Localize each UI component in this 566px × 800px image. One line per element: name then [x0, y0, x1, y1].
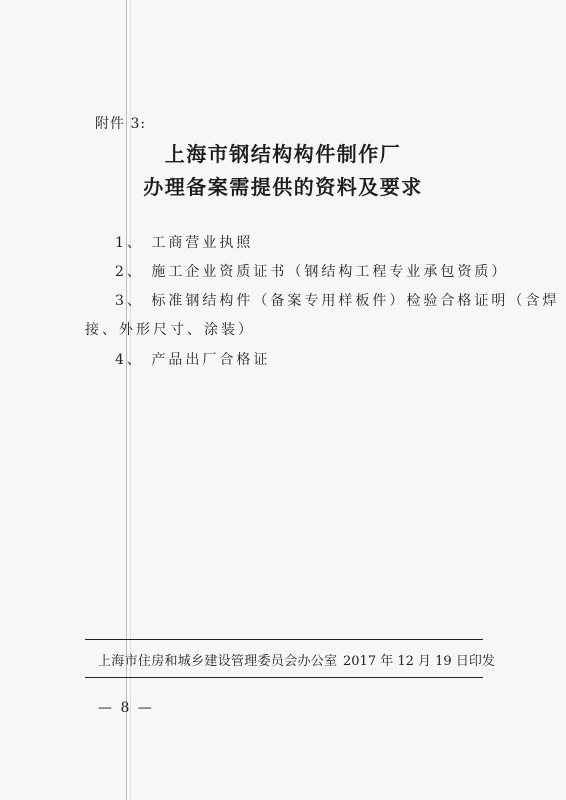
requirement-item-2: 2、 施工企业资质证书（钢结构工程专业承包资质） — [115, 264, 509, 280]
requirement-item-3: 3、 标准钢结构件（备案专用样板件）检验合格证明（含焊 — [115, 293, 560, 309]
document-title-line-2: 办理备案需提供的资料及要求 — [143, 175, 423, 199]
document-title-line-1: 上海市钢结构构件制作厂 — [164, 142, 402, 166]
requirement-item-3-continued: 接、外形尺寸、涂装） — [85, 322, 255, 338]
requirement-item-4: 4、 产品出厂合格证 — [115, 352, 271, 368]
page-number: — 8 — — [98, 700, 154, 716]
requirement-item-1: 1、 工商营业执照 — [115, 235, 254, 251]
attachment-label: 附件 3: — [95, 116, 147, 132]
footer-top-rule — [85, 639, 483, 640]
issuing-office: 上海市住房和城乡建设管理委员会办公室 — [98, 654, 338, 669]
issue-date: 2017 年 12 月 19 日印发 — [343, 654, 495, 669]
footer-bottom-rule — [85, 677, 483, 678]
